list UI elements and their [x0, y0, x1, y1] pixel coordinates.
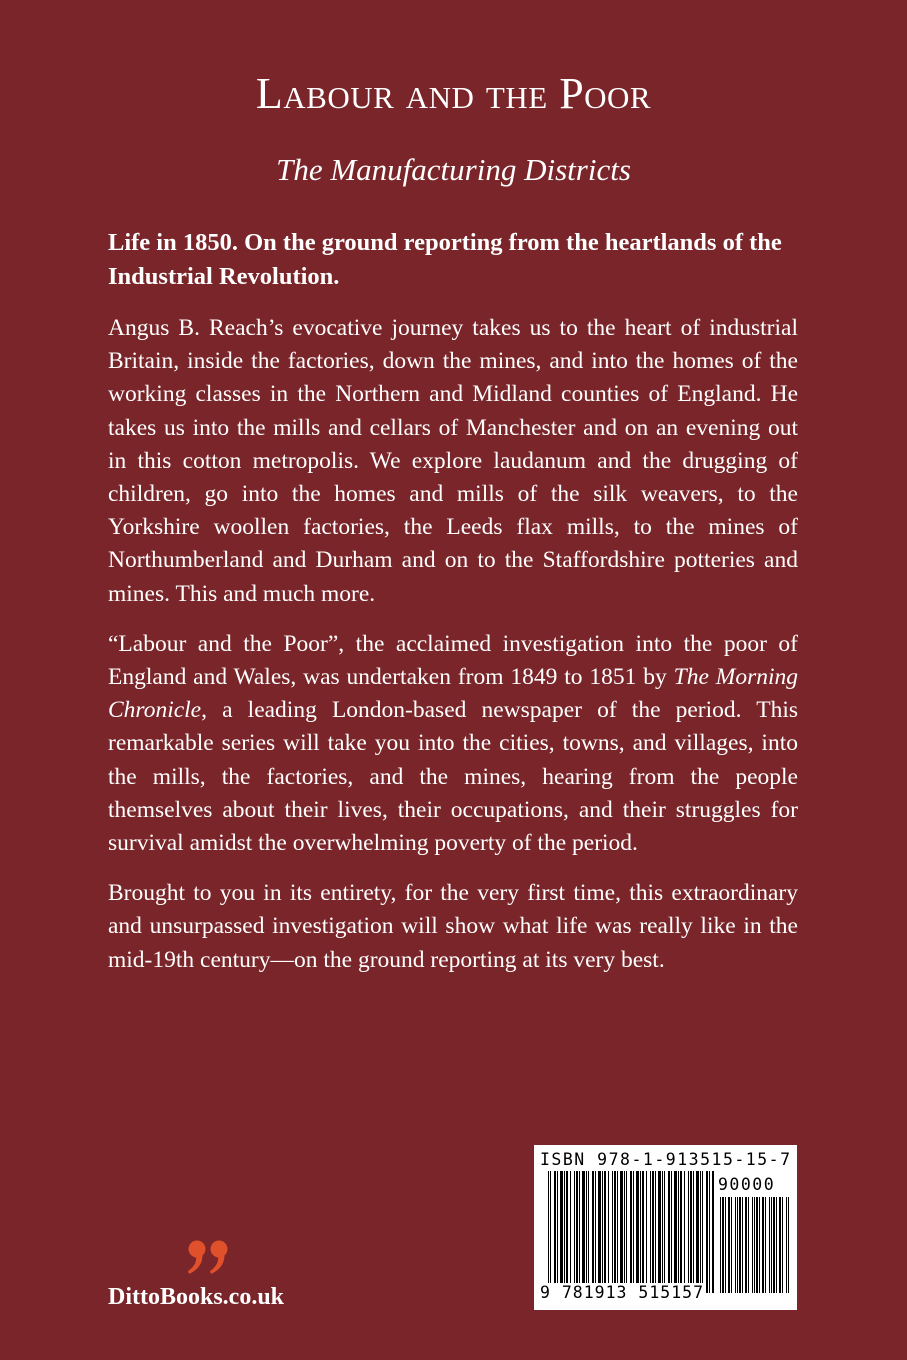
barcode-bar: [582, 1171, 585, 1293]
description-paragraph-2: [108, 628, 798, 860]
barcode-bar: [630, 1171, 632, 1293]
barcode-bar: [560, 1171, 563, 1293]
barcode-bar: [598, 1171, 601, 1293]
barcode-bar: [586, 1171, 587, 1293]
barcode-bar: [550, 1171, 551, 1293]
barcode-bar: [570, 1171, 571, 1293]
barcode-addon-bar: [739, 1197, 741, 1293]
barcode-bar: [588, 1171, 589, 1293]
barcode-bar: [642, 1171, 644, 1293]
barcode-bar: [652, 1171, 654, 1293]
barcode-bar: [592, 1171, 594, 1293]
barcode-addon-bar: [742, 1197, 743, 1293]
barcode-addon-bar: [752, 1197, 753, 1293]
barcode-addon-bar: [735, 1197, 736, 1293]
barcode-bar: [650, 1171, 651, 1293]
barcode-bar: [712, 1171, 714, 1293]
isbn-label: ISBN 978-1-913515-15-7: [540, 1150, 792, 1169]
isbn-barcode: [534, 1145, 797, 1310]
barcode-bar: [620, 1171, 623, 1293]
barcode-addon-bar: [745, 1197, 747, 1293]
barcode-addon-bar: [773, 1197, 775, 1293]
barcode-addon-bar: [728, 1197, 730, 1293]
barcode-bar: [671, 1171, 672, 1293]
barcode-addon-bars: [720, 1197, 790, 1293]
barcode-addon-bar: [720, 1197, 721, 1293]
barcode-bar: [557, 1171, 558, 1293]
barcode-addon-bar: [765, 1197, 766, 1293]
paragraph-2-start: “Labour and the Poor”, the acclaimed investigation into the poor of England and Wales, was undertaken from 1849 to 1851 by: [108, 630, 798, 691]
barcode-bar: [680, 1171, 682, 1293]
publisher-name: DittoBooks.co.uk: [108, 1284, 285, 1310]
barcode-bar: [614, 1171, 616, 1293]
newspaper-name: The Morning Chronicle: [108, 664, 798, 724]
barcode-bar: [624, 1171, 625, 1293]
barcode-bar: [612, 1171, 613, 1293]
book-title: Labour and the Poor: [255, 69, 652, 118]
barcode-addon-bar: [776, 1197, 777, 1293]
barcode-bar: [658, 1171, 661, 1293]
barcode-bar: [702, 1171, 703, 1293]
barcode-bar: [696, 1171, 699, 1293]
barcode-bar: [564, 1171, 565, 1293]
description-paragraph-3: Brought to you in its entirety, for the very first time, this extraordinary and unsurpassed investigation will show what life was really like in the mid-19th century—on the ground reporting at its very best.: [108, 880, 798, 973]
barcode-bar: [693, 1171, 694, 1293]
lead-paragraph: Life in 1850. On the ground reporting from the heartlands of the Industrial Revolution.: [108, 229, 782, 290]
barcode-bar: [576, 1171, 578, 1293]
barcode-bar: [548, 1171, 549, 1293]
barcode-addon-bar: [731, 1197, 732, 1293]
barcode-bar: [574, 1171, 575, 1293]
barcode-bar: [640, 1171, 641, 1293]
barcode-bar: [678, 1171, 679, 1293]
barcode-bar: [688, 1171, 689, 1293]
barcode-bar: [602, 1171, 603, 1293]
barcode-bars: [548, 1171, 714, 1293]
barcode-bar: [604, 1171, 606, 1293]
barcode-bar: [617, 1171, 618, 1293]
barcode-bar: [690, 1171, 692, 1293]
barcode-bar: [709, 1171, 710, 1293]
barcode-addon-bar: [759, 1197, 760, 1293]
barcode-addon-bar: [756, 1197, 758, 1293]
barcode-bar: [700, 1171, 701, 1293]
barcode-bar: [633, 1171, 634, 1293]
barcode-bar: [626, 1171, 627, 1293]
barcode-addon-bar: [771, 1197, 772, 1293]
barcode-addon-bar: [754, 1197, 755, 1293]
barcode-bar: [595, 1171, 596, 1293]
barcode-addon-bar: [737, 1197, 738, 1293]
price-code: 90000: [718, 1175, 776, 1194]
paragraph-2-end: , a leading London-based newspaper of the period. This remarkable series will take you into the cities, towns, and villages, into the mills, the factories, and the mines, hearing from the people themselves about their lives, their occupations, and their struggles for survival amidst the overwhelming poverty of the period.: [108, 697, 798, 857]
barcode-bar: [566, 1171, 568, 1293]
barcode-bar: [664, 1171, 665, 1293]
publisher-logo: [108, 1238, 328, 1318]
barcode-addon-bar: [769, 1197, 770, 1293]
barcode-digits: 9 781913 515157: [540, 1283, 705, 1302]
barcode-bar: [646, 1171, 647, 1293]
barcode-addon-bar: [782, 1197, 783, 1293]
barcode-bar: [608, 1171, 609, 1293]
barcode-addon-bar: [779, 1197, 781, 1293]
quote-mark-icon: [186, 1238, 236, 1278]
book-subtitle: The Manufacturing Districts: [276, 152, 631, 187]
barcode-bar: [684, 1171, 685, 1293]
barcode-addon-bar: [722, 1197, 724, 1293]
barcode-addon-bar: [725, 1197, 726, 1293]
barcode-bar: [636, 1171, 639, 1293]
barcode-bar: [579, 1171, 580, 1293]
description-paragraph-1: Angus B. Reach’s evocative journey takes us to the heart of industrial Britain, inside the factories, down the mines, and into the homes of the working classes in the Northern and Midland counties of England. He takes us into the mills and cellars of Manchester and on an evening out in this cotton metropolis. We explore laudanum and the drugging of children, go into the homes and mills of the silk weavers, to the Yorkshire woollen factories, the Leeds flax mills, to the mines of Northumberland and Durham and on to the Staffordshire potteries and mines. This and much more.: [108, 315, 798, 607]
barcode-addon-bar: [762, 1197, 764, 1293]
barcode-bar: [706, 1171, 708, 1293]
barcode-bar: [674, 1171, 677, 1293]
barcode-addon-bar: [748, 1197, 749, 1293]
barcode-addon-bar: [788, 1197, 789, 1293]
barcode-bar: [655, 1171, 656, 1293]
barcode-bar: [668, 1171, 670, 1293]
barcode-bar: [554, 1171, 556, 1293]
barcode-bar: [662, 1171, 663, 1293]
blurb: [108, 226, 798, 994]
barcode-addon-bar: [786, 1197, 787, 1293]
